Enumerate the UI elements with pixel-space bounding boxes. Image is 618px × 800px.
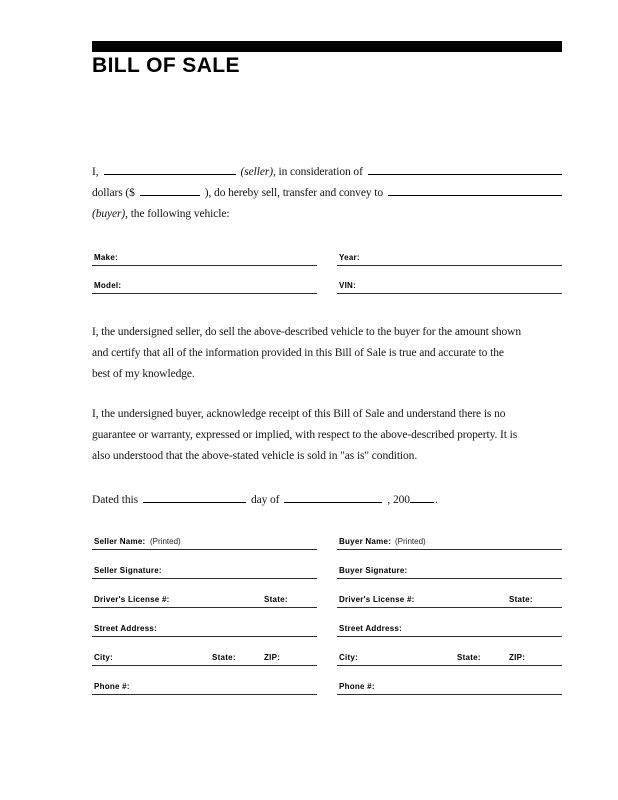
seller-license-field[interactable] [92,579,317,608]
seller-signature-label: Seller Signature: [94,566,162,575]
buyer-license-state-label: State: [509,595,533,604]
seller-name-blank[interactable] [104,171,236,175]
vehicle-fields [92,243,562,294]
seller-signature-column [92,521,317,695]
seller-state-label: State: [212,653,236,662]
vin-label: VIN: [339,281,356,290]
seller-phone-field[interactable] [92,666,317,695]
make-label: Make: [94,253,118,262]
seller-statement-line-3: best of my knowledge. [92,368,195,380]
vin-field[interactable] [337,271,562,294]
dated-year-prefix: , 200 [387,494,410,506]
buyer-statement-line-2: guarantee or warranty, expressed or implied, with respect to the above-described property. It is [92,429,518,441]
buyer-signature-column [337,521,562,695]
dollars-prefix: dollars ($ [92,187,135,199]
model-label: Model: [94,281,122,290]
intro-paragraph [92,162,562,225]
buyer-statement-line-1: I, the undersigned buyer, acknowledge receipt of this Bill of Sale and understand there is no [92,408,506,420]
dated-year-blank[interactable] [410,499,434,503]
seller-address-label: Street Address: [94,624,158,633]
seller-signature-field[interactable] [92,550,317,579]
consideration-amount-blank[interactable] [368,171,562,175]
consideration-text: , in consideration of [272,166,363,178]
dated-line [92,490,562,511]
buyer-license-field[interactable] [337,579,562,608]
seller-statement [92,322,562,385]
buyer-address-field[interactable] [337,608,562,637]
seller-address-field[interactable] [92,608,317,637]
buyer-phone-field[interactable] [337,666,562,695]
seller-statement-line-2: and certify that all of the information provided in this Bill of Sale is true and accurate to the [92,347,504,359]
seller-name-field[interactable] [92,521,317,550]
seller-city-state-zip-field[interactable] [92,637,317,666]
seller-word: (seller) [240,166,273,178]
make-field[interactable] [92,243,317,266]
signature-section [92,521,562,695]
buyer-city-label: City: [339,653,359,662]
seller-statement-line-1: I, the undersigned seller, do sell the above-described vehicle to the buyer for the amount shown [92,326,522,338]
buyer-name-label: Buyer Name: [339,537,392,546]
amount-numeric-blank[interactable] [140,192,200,196]
intro-line-3 [92,204,562,225]
seller-city-label: City: [94,653,114,662]
buyer-phone-label: Phone #: [339,682,375,691]
page-title: BILL OF SALE [92,54,240,77]
seller-license-label: Driver's License #: [94,595,170,604]
seller-printed-note: (Printed) [150,537,181,546]
seller-license-state-label: State: [264,595,288,604]
dated-period: . [434,494,438,506]
dated-prefix: Dated this [92,494,138,506]
intro-i-comma: I, [92,166,99,178]
model-field[interactable] [92,271,317,294]
dated-day-of: day of [250,494,280,506]
buyer-license-label: Driver's License #: [339,595,415,604]
buyer-state-label: State: [457,653,481,662]
dated-month-blank[interactable] [284,499,382,503]
buyer-name-field[interactable] [337,521,562,550]
buyer-address-label: Street Address: [339,624,403,633]
buyer-city-state-zip-field[interactable] [337,637,562,666]
buyer-zip-label: ZIP: [509,653,526,662]
seller-phone-label: Phone #: [94,682,130,691]
year-label: Year: [339,253,360,262]
buyer-statement [92,404,562,467]
dated-day-blank[interactable] [143,499,246,503]
buyer-statement-line-3: also understood that the above-stated vehicle is sold in "as is" condition. [92,450,418,462]
title-bar [92,41,562,52]
vehicle-left-column [92,243,317,294]
buyer-name-blank[interactable] [388,192,562,196]
buyer-signature-label: Buyer Signature: [339,566,408,575]
buyer-printed-note: (Printed) [395,537,426,546]
seller-zip-label: ZIP: [264,653,281,662]
document-content [92,0,562,695]
following-vehicle-text: , the following vehicle: [125,208,230,220]
buyer-signature-field[interactable] [337,550,562,579]
intro-line-2 [92,183,562,204]
seller-name-label: Seller Name: [94,537,146,546]
vehicle-right-column [337,243,562,294]
intro-line-1 [92,162,562,183]
year-field[interactable] [337,243,562,266]
convey-text: ), do hereby sell, transfer and convey to [204,187,384,199]
buyer-word: (buyer) [92,208,126,220]
